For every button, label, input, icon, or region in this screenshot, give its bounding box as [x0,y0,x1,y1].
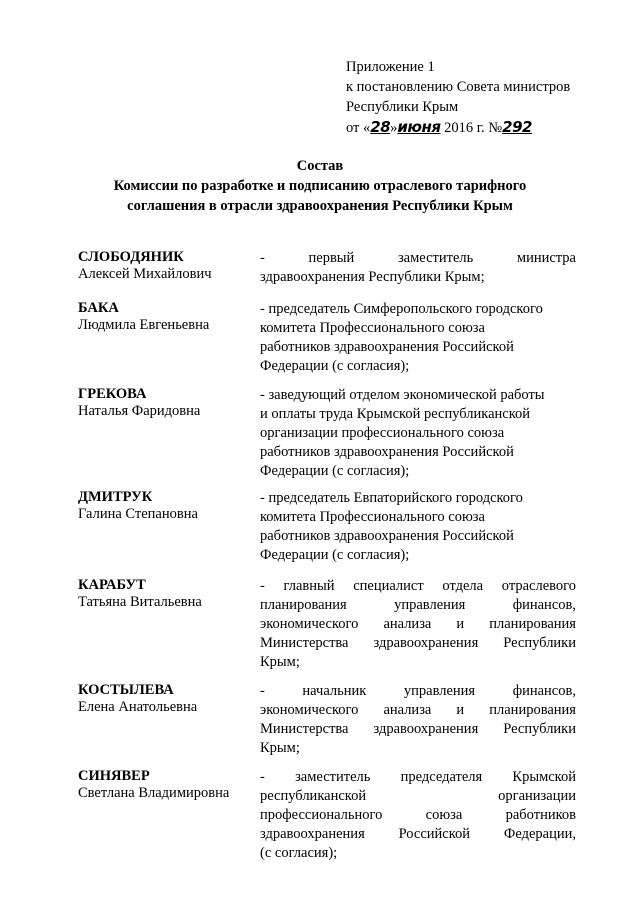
member-role-line: - главный специалист отдела отраслевого [260,578,576,594]
member-role-line: Крым; [260,654,300,670]
member-given-names: Алексей Михайлович [78,266,212,282]
member-role-line: профессионального союза работников [260,807,576,823]
member-role-line: (с согласия); [260,845,338,861]
member-role [260,249,576,287]
document-title [0,156,640,216]
member-role-line: экономического анализа и планирования [260,702,576,718]
member-given-names: Галина Степановна [78,506,198,522]
member-surname: ГРЕКОВА [78,386,147,402]
member-role-line: - председатель Евпаторийского городского [260,490,523,506]
annex-date-line [346,117,616,137]
member-given-names: Наталья Фаридовна [78,403,201,419]
member-role-line: работников здравоохранения Российской [260,528,514,544]
member-role-line: работников здравоохранения Российской [260,444,514,460]
member-role [260,577,576,672]
member-role-line: планирования управления финансов, [260,597,576,613]
member-role-line: Министерства здравоохранения Республики [260,721,576,737]
member-surname: КАРАБУТ [78,577,146,593]
member-role-line: комитета Профессионального союза [260,509,485,525]
member-role-line: - начальник управления финансов, [260,683,576,699]
member-role [260,768,576,863]
member-role [260,300,576,376]
member-role [260,682,576,758]
member-role-line: Федерации (с согласия); [260,547,410,563]
member-role-line: экономического анализа и планирования [260,616,576,632]
member-surname: БАКА [78,300,119,316]
member-given-names: Людмила Евгеньевна [78,317,210,333]
annex-header [346,57,616,137]
member-role-line: Крым; [260,740,300,756]
title-line-2: Комиссии по разработке и подписанию отраслевого тарифного [113,178,527,194]
member-role-line: Федерации (с согласия); [260,358,410,374]
member-role-line: республиканской организации [260,788,576,804]
member-role-line: - заведующий отделом экономической работы [260,387,545,403]
date-prefix: от « [346,120,371,136]
member-role-line: - председатель Симферопольского городского [260,301,543,317]
member-role-line: - заместитель председателя Крымской [260,769,576,785]
annex-line-2: к постановлению Совета министров [346,79,571,95]
date-day-handwritten: 28 [370,118,391,136]
member-role-line: работников здравоохранения Российской [260,339,514,355]
member-role-line: здравоохранения Республики Крым; [260,269,485,285]
member-role-line: - первый заместитель министра [260,250,576,266]
decree-number-handwritten: 292 [502,118,532,136]
member-role-line: Федерации (с согласия); [260,463,410,479]
member-role-line: комитета Профессионального союза [260,320,485,336]
member-given-names: Елена Анатольевна [78,699,198,715]
member-given-names: Татьяна Витальевна [78,594,202,610]
annex-line-3: Республики Крым [346,99,459,115]
member-role-line: организации профессионального союза [260,425,505,441]
title-line-1: Состав [296,158,344,174]
member-surname: СИНЯВЕР [78,768,150,784]
member-role-line: Министерства здравоохранения Республики [260,635,576,651]
member-surname: ДМИТРУК [78,489,153,505]
member-role-line: здравоохранения Российской Федерации, [260,826,576,842]
annex-line-1: Приложение 1 [346,59,435,75]
member-surname: КОСТЫЛЕВА [78,682,174,698]
member-role [260,386,576,481]
date-year: 2016 г. № [440,120,503,136]
date-mid: » [390,120,398,136]
title-line-3: соглашения в отрасли здравоохранения Республики Крым [127,198,513,214]
member-surname: СЛОБОДЯНИК [78,249,184,265]
member-role-line: и оплаты труда Крымской республиканской [260,406,531,422]
date-month-handwritten: июня [397,118,441,136]
member-role [260,489,576,565]
member-given-names: Светлана Владимировна [78,785,230,801]
